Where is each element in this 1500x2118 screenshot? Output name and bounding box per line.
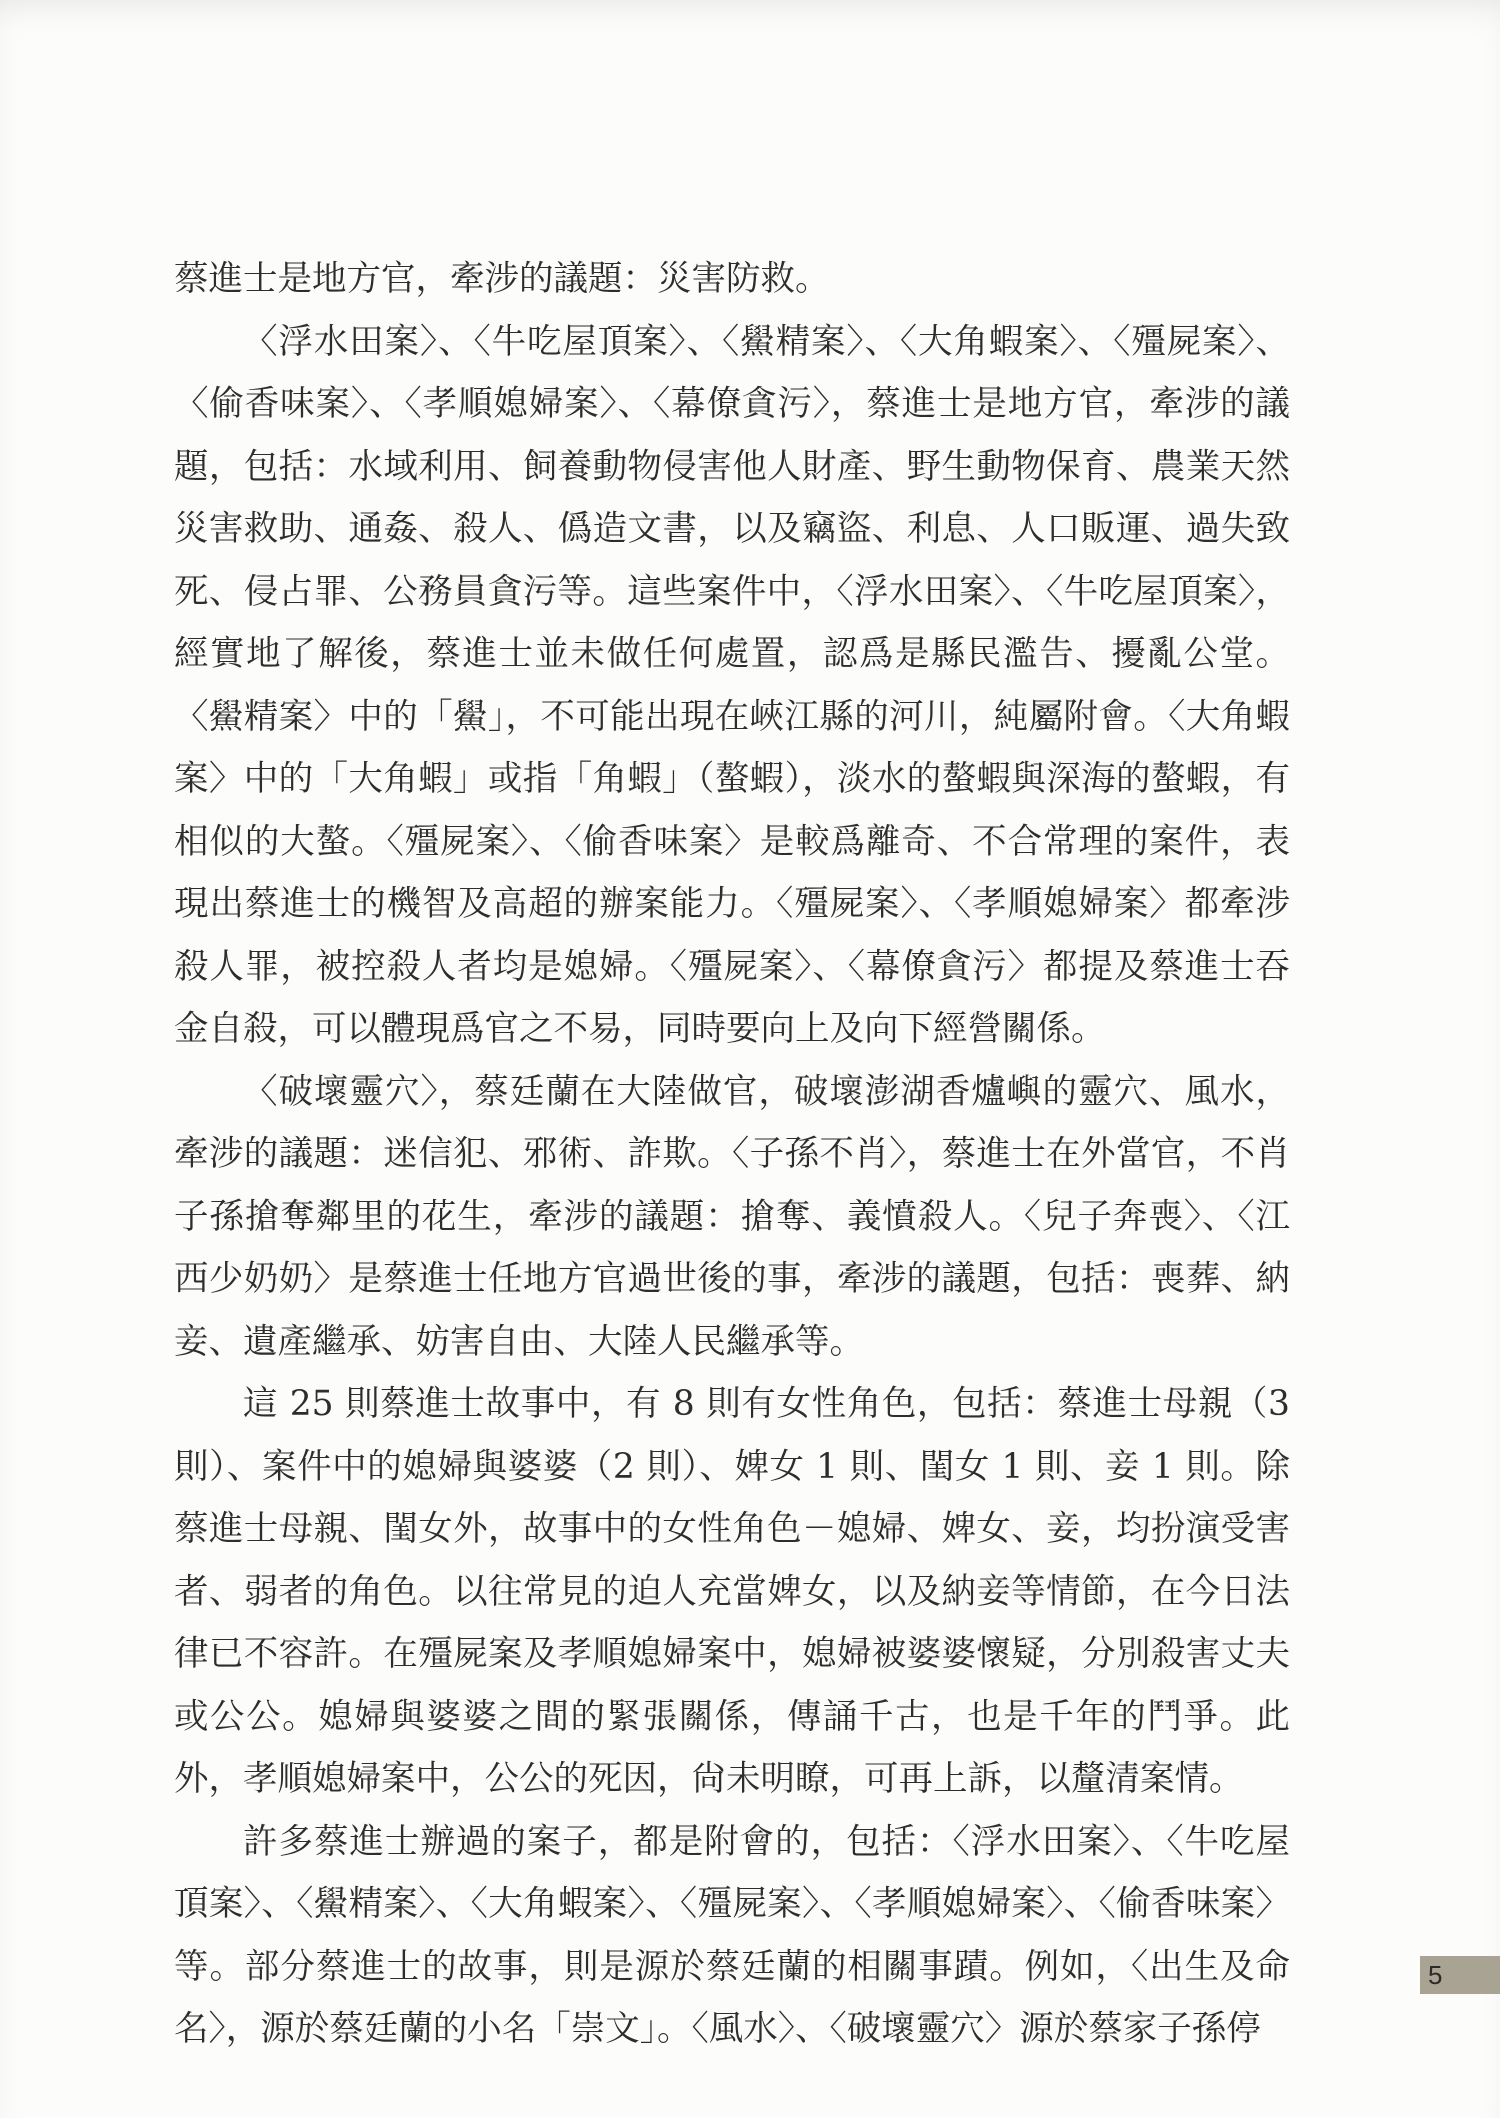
page-number: 5	[1428, 1960, 1443, 1990]
paragraph-5: 許多蔡進士辦過的案子，都是附會的，包括：〈浮水田案〉、〈牛吃屋頂案〉、〈鱟精案〉、〈大角蝦案〉、〈殭屍案〉、〈孝順媳婦案〉、〈偷香味案〉等。部分蔡進士的故事，則是源於蔡廷蘭的相關事蹟。例如，〈出生及命名〉，源於蔡廷蘭的小名「崇文」。〈風水〉、〈破壞靈穴〉源於蔡家子孫停	[174, 1821, 1290, 2049]
paragraph-3: 〈破壞靈穴〉，蔡廷蘭在大陸做官，破壞澎湖香爐嶼的靈穴、風水，牽涉的議題：迷信犯、邪術、詐欺。〈子孫不肖〉，蔡進士在外當官，不肖子孫搶奪鄰里的花生，牽涉的議題：搶奪、義憤殺人。〈兒子奔喪〉、〈江西少奶奶〉是蔡進士任地方官過世後的事，牽涉的議題，包括：喪葬、納妾、遺產繼承、妨害自由、大陸人民繼承等。	[174, 1071, 1290, 1362]
paragraph-4: 這 25 則蔡進士故事中，有 8 則有女性角色，包括：蔡進士母親（3 則）、案件中的媳婦與婆婆（2 則）、婢女 1 則、閨女 1 則、妾 1 則。除蔡進士母親、閨女外，故事中的女性角色－媳婦、婢女、妾，均扮演受害者、弱者的角色。以往常見的迫人充當婢女，以及納妾等情節，在今日法律已不容許。在殭屍案及孝順媳婦案中，媳婦被婆婆懷疑，分別殺害丈夫或公公。媳婦與婆婆之間的緊張關係，傳誦千古，也是千年的鬥爭。此外，孝順媳婦案中，公公的死因，尙未明瞭，可再上訴，以釐清案情。	[174, 1384, 1290, 1799]
paragraph-2: 〈浮水田案〉、〈牛吃屋頂案〉、〈鱟精案〉、〈大角蝦案〉、〈殭屍案〉、〈偷香味案〉、〈孝順媳婦案〉、〈幕僚貪污〉，蔡進士是地方官，牽涉的議題，包括：水域利用、飼養動物侵害他人財產、野生動物保育、農業天然災害救助、通姦、殺人、僞造文書，以及竊盜、利息、人口販運、過失致死、侵占罪、公務員貪污等。這些案件中，〈浮水田案〉、〈牛吃屋頂案〉，經實地了解後，蔡進士並未做任何處置，認爲是縣民濫告、擾亂公堂。〈鱟精案〉中的「鱟」，不可能出現在峽江縣的河川，純屬附會。〈大角蝦案〉中的「大角蝦」或指「角蝦」（螯蝦），淡水的螯蝦與深海的螯蝦，有相似的大螯。〈殭屍案〉、〈偷香味案〉是較爲離奇、不合常理的案件，表現出蔡進士的機智及高超的辦案能力。〈殭屍案〉、〈孝順媳婦案〉都牽涉殺人罪，被控殺人者均是媳婦。〈殭屍案〉、〈幕僚貪污〉都提及蔡進士吞金自殺，可以體現爲官之不易，同時要向上及向下經營關係。	[174, 321, 1290, 1049]
body-text	[174, 248, 1290, 2061]
paragraph-1: 蔡進士是地方官，牽涉的議題：災害防救。	[174, 259, 830, 299]
